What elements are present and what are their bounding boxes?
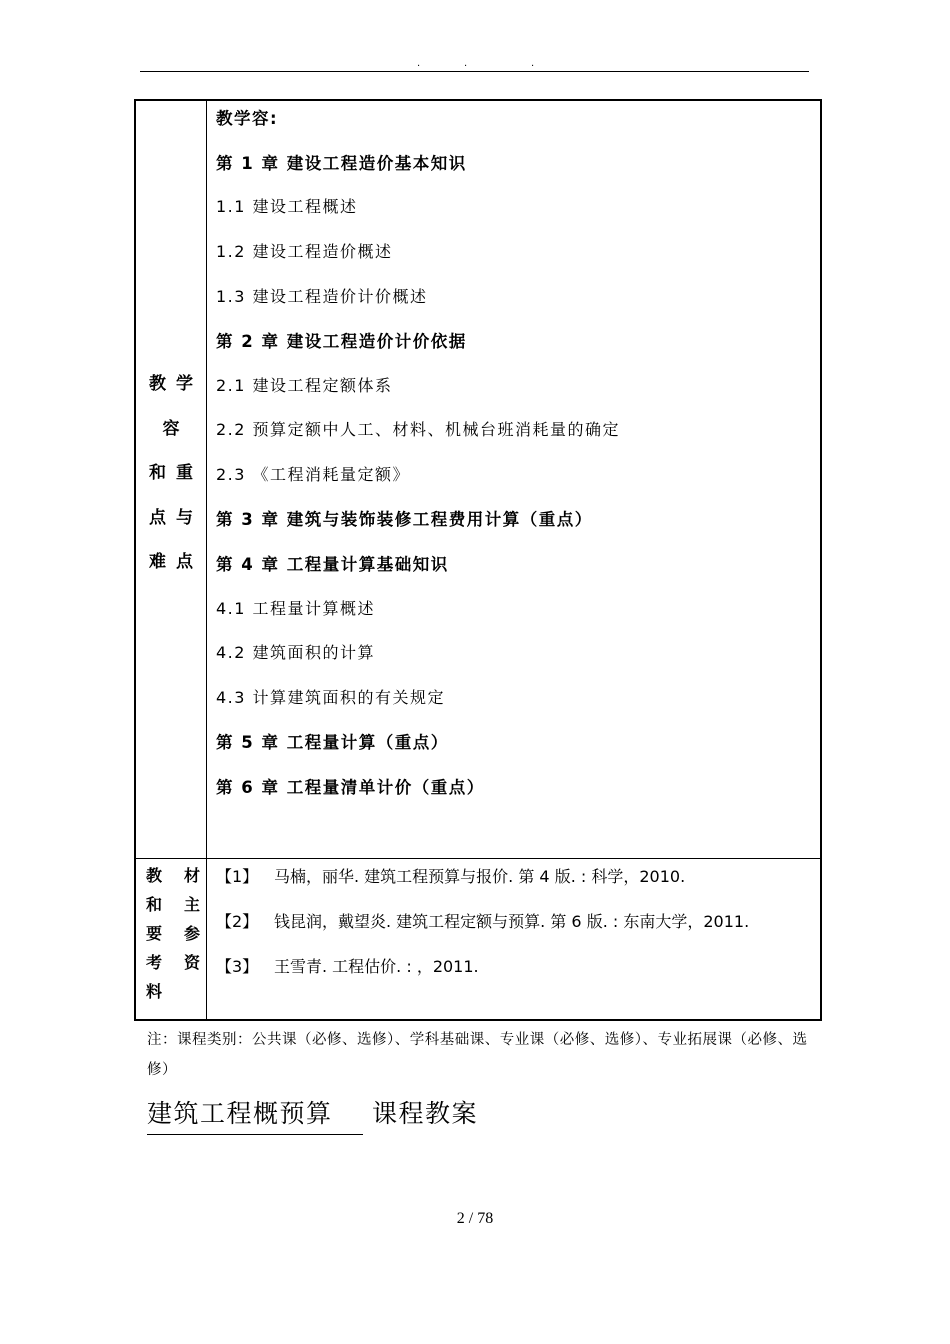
references-label-char: 资 [183, 953, 200, 972]
chapter-heading: 第 1 章 建设工程造价基本知识 [216, 154, 467, 173]
content-line: 教学容: [216, 109, 279, 128]
chapter-heading: 第 5 章 工程量计算（重点） [216, 733, 449, 752]
reference-number: 【3】 [216, 957, 259, 976]
header-dot: . [464, 58, 468, 69]
references-label-char: 料 [146, 982, 163, 1001]
reference-number: 【1】 [216, 867, 259, 886]
content-line: 2.3 《工程消耗量定额》 [216, 465, 411, 484]
chapter-heading: 第 6 章 工程量清单计价（重点） [216, 778, 485, 797]
chapter-heading: 第 4 章 工程量计算基础知识 [216, 555, 449, 574]
chapter-heading: 第 2 章 建设工程造价计价依据 [216, 332, 467, 351]
header-dot: . [531, 58, 535, 69]
content-line: 1.1 建设工程概述 [216, 197, 358, 216]
content-line: 4.1 工程量计算概述 [216, 599, 376, 618]
references-label-row [146, 892, 200, 915]
course-category-note: 注：课程类别：公共课（必修、选修）、学科基础课、专业课（必修、选修）、专业拓展课（必修、选修） [147, 1032, 808, 1078]
header-dot: . [417, 58, 421, 69]
column-divider [206, 101, 207, 1019]
reference-text: 马楠，丽华. 建筑工程预算与报价. 第 4 版. : 科学，2010. [274, 867, 686, 886]
content-line: 1.2 建设工程造价概述 [216, 242, 393, 261]
references-label-char: 教 [146, 866, 163, 885]
content-line: 4.3 计算建筑面积的有关规定 [216, 688, 446, 707]
section-label-line: 和重 [149, 463, 203, 484]
references-label-char: 主 [183, 895, 200, 914]
content-line: 2.2 预算定额中人工、材料、机械台班消耗量的确定 [216, 420, 621, 439]
page-number: 2 / 78 [456, 1210, 494, 1227]
section-label-line: 容 [162, 418, 190, 439]
section-label-line: 难点 [149, 552, 203, 573]
reference-number: 【2】 [216, 912, 259, 931]
references-label-char: 材 [183, 866, 200, 885]
reference-item [216, 954, 479, 977]
section-label-line: 教学 [149, 374, 203, 394]
references-label-char: 参 [183, 924, 200, 943]
header-dots [0, 58, 950, 72]
references-label-row [146, 979, 200, 1002]
reference-text: 钱昆润，戴望炎. 建筑工程定额与预算. 第 6 版. : 东南大学，2011. [274, 912, 750, 931]
chapter-heading: 第 3 章 建筑与装饰装修工程费用计算（重点） [216, 510, 593, 529]
title-suffix: 课程教案 [371, 1099, 478, 1128]
references-label-row [146, 863, 200, 886]
references-label-row [146, 950, 200, 973]
references-label-char: 和 [146, 895, 163, 914]
references-label-char: 考 [146, 953, 163, 972]
reference-item [216, 909, 749, 932]
content-line: 1.3 建设工程造价计价概述 [216, 287, 428, 306]
reference-item [216, 864, 685, 887]
section-label-line: 点与 [149, 507, 203, 528]
row-divider [136, 858, 820, 859]
content-line: 4.2 建筑面积的计算 [216, 643, 376, 662]
references-label-char: 要 [146, 924, 163, 943]
course-name: 建筑工程概预算 [147, 1094, 363, 1135]
references-label-row [146, 921, 200, 944]
content-line: 2.1 建设工程定额体系 [216, 376, 393, 395]
page-title [147, 1094, 478, 1135]
reference-text: 王雪青. 工程估价. : ，2011. [274, 957, 479, 976]
section-label [136, 369, 206, 592]
course-table [134, 99, 822, 1021]
header-rule [140, 71, 809, 72]
